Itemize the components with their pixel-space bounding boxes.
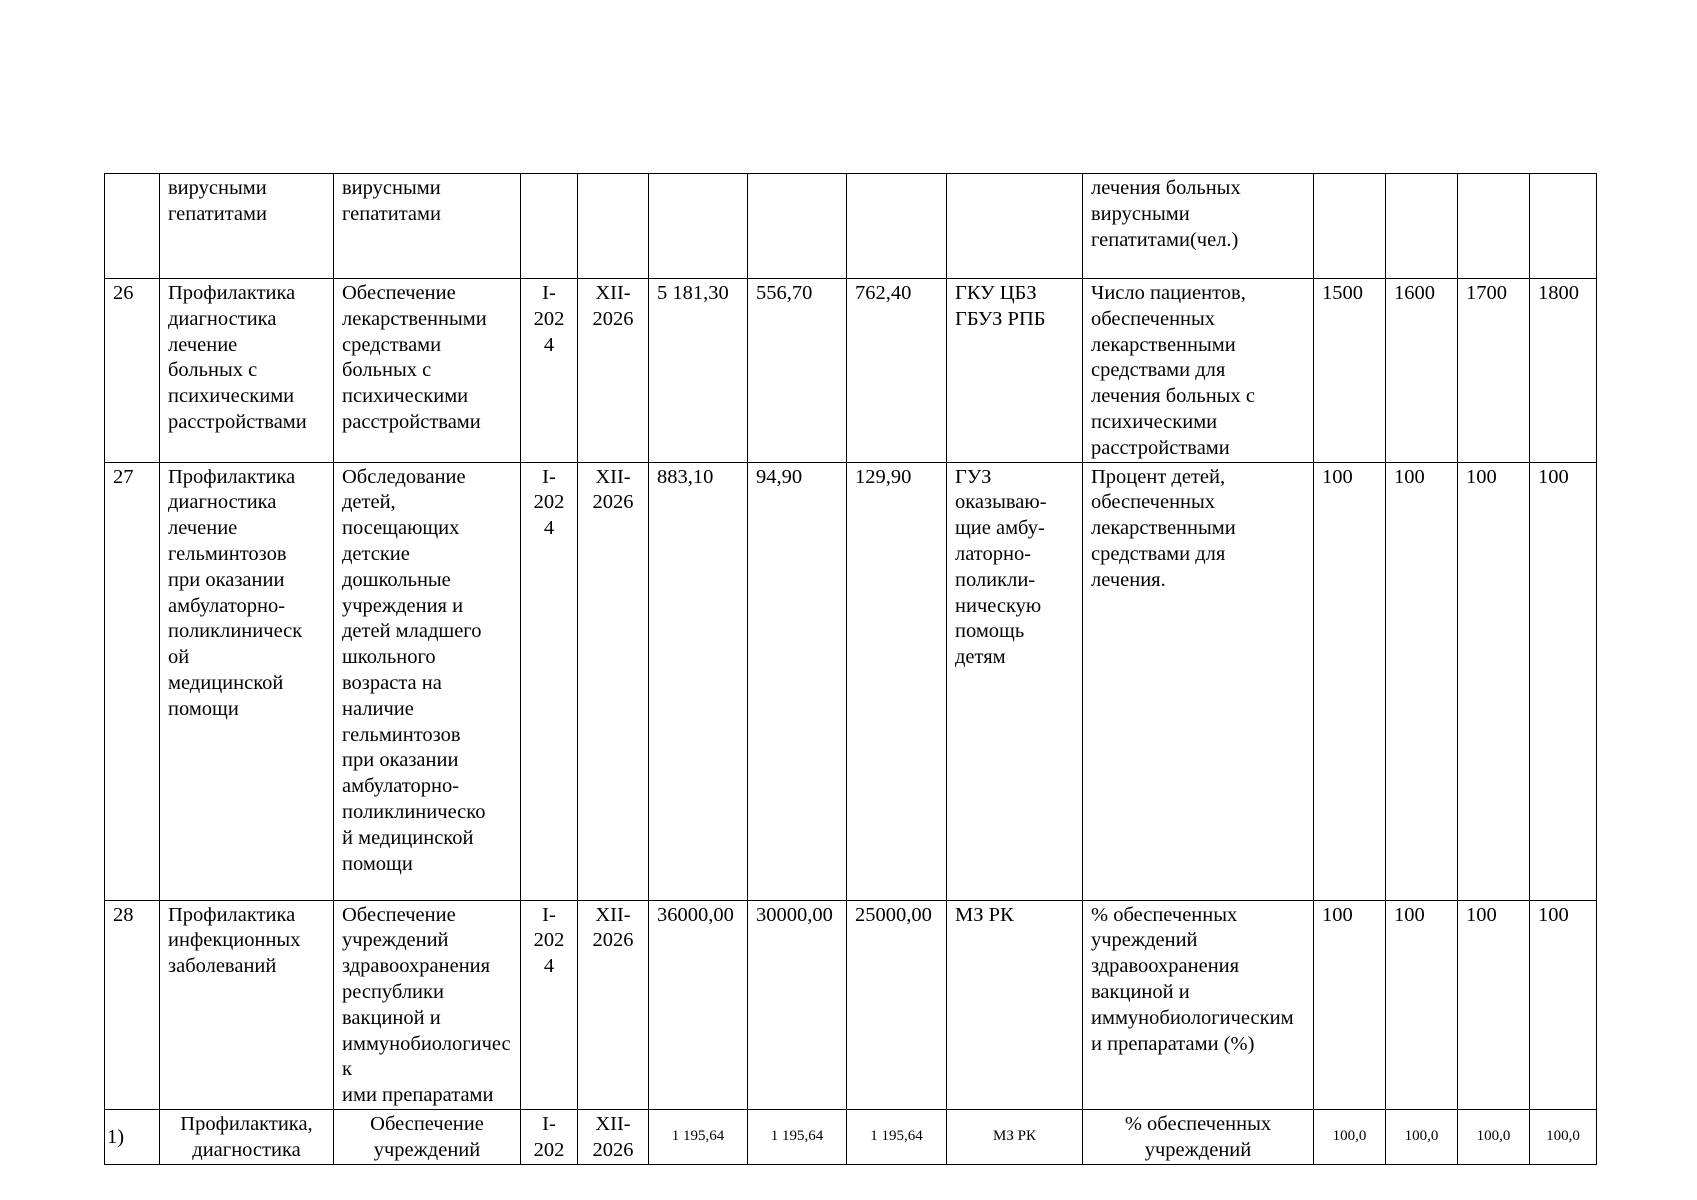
funding-year-1	[649, 174, 748, 279]
end-period	[578, 174, 649, 279]
row-number: 1)	[105, 1109, 160, 1164]
indicator: лечения больных вирусными гепатитами(чел.)	[1083, 174, 1314, 279]
target-1: 100,0	[1314, 1109, 1386, 1164]
end-period: XII- 2026	[578, 462, 649, 900]
indicator: % обеспеченных учреждений	[1083, 1109, 1314, 1164]
table-row	[105, 174, 1597, 279]
target-4: 100	[1530, 900, 1597, 1109]
end-period: XII- 2026	[578, 279, 649, 463]
target-2: 100	[1386, 462, 1458, 900]
start-period: I- 202 4	[521, 279, 578, 463]
executor: ГУЗ оказываю- щие амбу- латорно- поликли- ническую помощь детям	[947, 462, 1083, 900]
executor: МЗ РК	[947, 1109, 1083, 1164]
table-row	[105, 1109, 1597, 1164]
measure-action: Обеспечение учреждений	[334, 1109, 521, 1164]
funding-year-2	[748, 174, 847, 279]
funding-year-3: 762,40	[847, 279, 947, 463]
program-table	[104, 173, 1597, 1165]
executor: ГКУ ЦБЗ ГБУЗ РПБ	[947, 279, 1083, 463]
measure-name: Профилактика диагностика лечение больных с психическими расстройствами	[160, 279, 334, 463]
target-3: 1700	[1458, 279, 1530, 463]
end-period: XII- 2026	[578, 1109, 649, 1164]
table-row	[105, 462, 1597, 900]
measure-action: вирусными гепатитами	[334, 174, 521, 279]
target-2: 100,0	[1386, 1109, 1458, 1164]
indicator: Процент детей, обеспеченных лекарственными средствами для лечения.	[1083, 462, 1314, 900]
row-number	[105, 174, 160, 279]
target-2: 100	[1386, 900, 1458, 1109]
table-row	[105, 900, 1597, 1109]
target-4	[1530, 174, 1597, 279]
start-period	[521, 174, 578, 279]
target-3: 100,0	[1458, 1109, 1530, 1164]
target-4: 100,0	[1530, 1109, 1597, 1164]
executor	[947, 174, 1083, 279]
measure-action: Обеспечение учреждений здравоохранения республики вакциной и иммунобиологическ ими препаратами	[334, 900, 521, 1109]
measure-name: Профилактика, диагностика	[160, 1109, 334, 1164]
funding-year-1: 36000,00	[649, 900, 748, 1109]
row-number: 26	[105, 279, 160, 463]
start-period: I- 202 4	[521, 900, 578, 1109]
indicator: % обеспеченных учреждений здравоохранения вакциной и иммунобиологическим и препаратами (%)	[1083, 900, 1314, 1109]
funding-year-3	[847, 174, 947, 279]
funding-year-3: 129,90	[847, 462, 947, 900]
end-period: XII- 2026	[578, 900, 649, 1109]
target-1: 1500	[1314, 279, 1386, 463]
start-period: I- 202	[521, 1109, 578, 1164]
funding-year-2: 94,90	[748, 462, 847, 900]
funding-year-3: 1 195,64	[847, 1109, 947, 1164]
target-2: 1600	[1386, 279, 1458, 463]
funding-year-1: 1 195,64	[649, 1109, 748, 1164]
target-3	[1458, 174, 1530, 279]
target-3: 100	[1458, 462, 1530, 900]
funding-year-1: 883,10	[649, 462, 748, 900]
indicator: Число пациентов, обеспеченных лекарственными средствами для лечения больных с психическими расстройствами	[1083, 279, 1314, 463]
measure-name: Профилактика диагностика лечение гельминтозов при оказании амбулаторно- поликлиническ ой медицинской помощи	[160, 462, 334, 900]
target-3: 100	[1458, 900, 1530, 1109]
target-4: 1800	[1530, 279, 1597, 463]
target-1: 100	[1314, 462, 1386, 900]
funding-year-2: 30000,00	[748, 900, 847, 1109]
measure-name: Профилактика инфекционных заболеваний	[160, 900, 334, 1109]
measure-name: вирусными гепатитами	[160, 174, 334, 279]
measure-action: Обследование детей, посещающих детские дошкольные учреждения и детей младшего школьного возраста на наличие гельминтозов при оказании амбулаторно- поликлиническо й медицинской помощи	[334, 462, 521, 900]
target-1	[1314, 174, 1386, 279]
funding-year-1: 5 181,30	[649, 279, 748, 463]
target-2	[1386, 174, 1458, 279]
target-4: 100	[1530, 462, 1597, 900]
funding-year-3: 25000,00	[847, 900, 947, 1109]
funding-year-2: 1 195,64	[748, 1109, 847, 1164]
row-number: 27	[105, 462, 160, 900]
executor: МЗ РК	[947, 900, 1083, 1109]
measure-action: Обеспечение лекарственными средствами больных с психическими расстройствами	[334, 279, 521, 463]
row-number: 28	[105, 900, 160, 1109]
funding-year-2: 556,70	[748, 279, 847, 463]
target-1: 100	[1314, 900, 1386, 1109]
table-row	[105, 279, 1597, 463]
start-period: I- 202 4	[521, 462, 578, 900]
